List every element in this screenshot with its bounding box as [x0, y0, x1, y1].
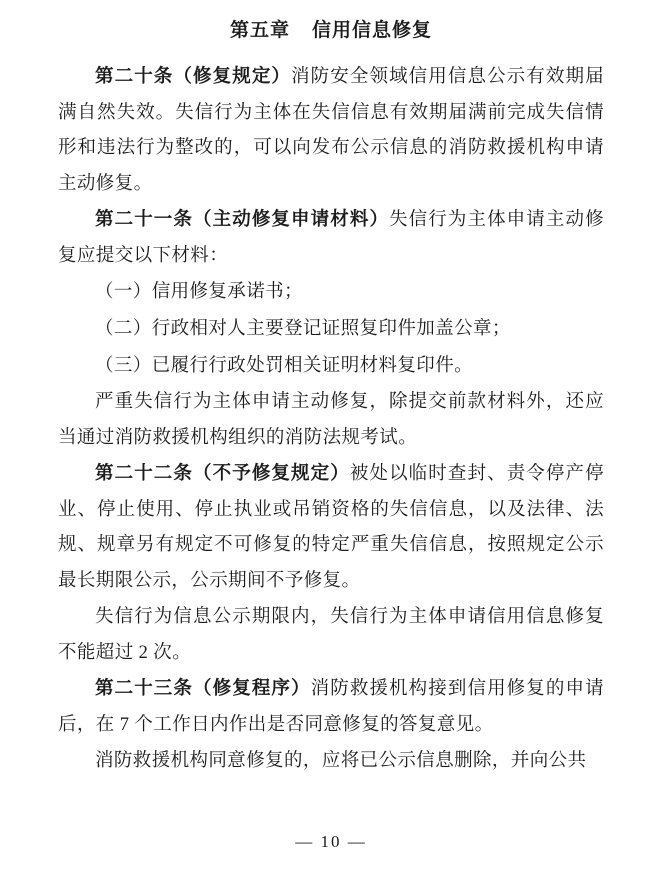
paragraph-text: （三）已履行行政处罚相关证明材料复印件。 [95, 355, 474, 376]
paragraph [58, 60, 604, 202]
article-label: 第二十三条（修复程序） [95, 679, 311, 700]
paragraph-text: 消防安全领域信用信息公示有效期届满自然失效。失信行为主体在失信信息有效期届满前完成失信情形和违法行为整改的，可以向发布公示信息的消防救援机构申请主动修复。 [58, 67, 604, 194]
chapter-number: 第五章 [229, 20, 290, 41]
paragraph [58, 672, 604, 743]
paragraph-text: 失信行为主体申请主动修复应提交以下材料： [58, 210, 604, 266]
article-label: 第二十二条（不予修复规定） [95, 464, 350, 485]
paragraph-text: 失信行为信息公示期限内，失信行为主体申请信用信息修复不能超过 2 次。 [58, 607, 604, 663]
paragraph-text: （一）信用修复承诺书； [95, 282, 303, 303]
paragraph-text: 被处以临时查封、责令停产停业、停止使用、停止执业或吊销资格的失信信息，以及法律、法规、规章另有规定不可修复的特定严重失信信息，按照规定公示最长期限公示，公示期间不予修复。 [58, 464, 605, 591]
paragraph-text: （二）行政相对人主要登记证照复印件加盖公章； [95, 319, 511, 339]
chapter-title [58, 16, 604, 46]
article-label: 第二十条（修复规定） [95, 67, 292, 88]
paragraph-text: 消防救援机构接到信用修复的申请后，在 7 个工作日内作出是否同意修复的答复意见。 [58, 679, 604, 735]
list-item [58, 275, 604, 311]
paragraph [58, 457, 604, 599]
page-number: — 10 — [295, 832, 367, 851]
paragraph [58, 600, 604, 671]
paragraph [58, 203, 604, 274]
article-label: 第二十一条（主动修复申请材料） [95, 210, 390, 231]
list-item [58, 349, 604, 385]
paragraph-text: 严重失信行为主体申请主动修复，除提交前款材料外，还应当通过消防救援机构组织的消防法规考试。 [58, 392, 604, 448]
paragraph-text: 消防救援机构同意修复的，应将已公示信息删除，并向公共 [95, 751, 587, 772]
paragraph [58, 385, 604, 456]
chapter-name: 信用信息修复 [312, 20, 433, 41]
list-item [58, 312, 604, 348]
paragraph [58, 744, 604, 780]
